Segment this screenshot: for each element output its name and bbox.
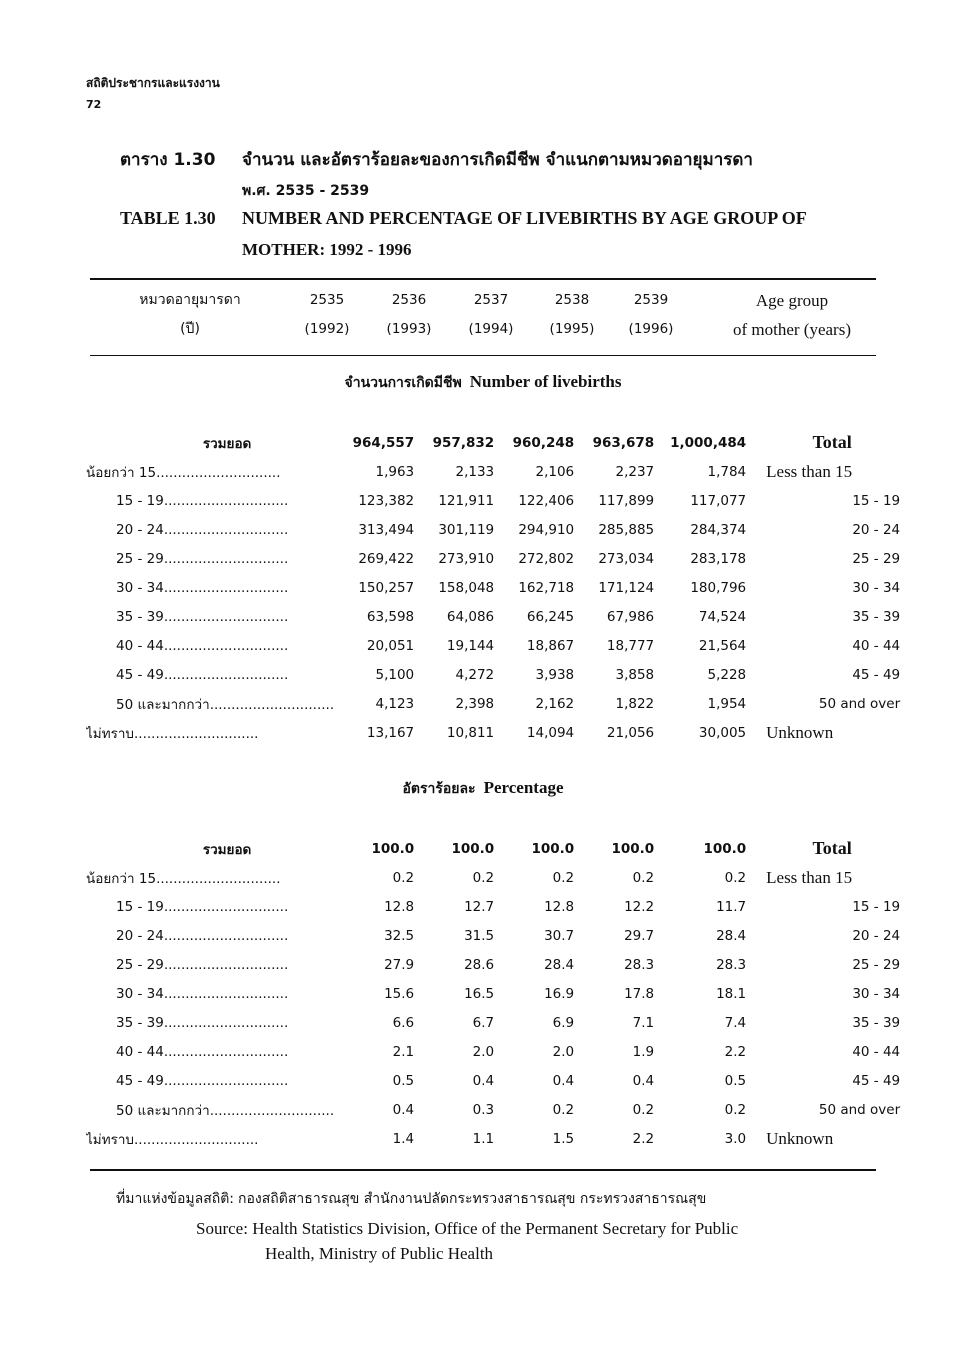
row-label-thai: 40 - 44............................. — [116, 1043, 289, 1060]
cell-value: 1.4 — [392, 1130, 415, 1147]
leader-dots: ............................. — [156, 464, 281, 481]
table-row — [86, 979, 918, 1008]
cell-value: 0.5 — [392, 1072, 415, 1089]
cell-value: 171,124 — [598, 579, 655, 596]
cell-value: 11.7 — [716, 898, 747, 915]
cell-value: 2,162 — [535, 695, 575, 712]
section-heading-percent — [0, 778, 966, 800]
cell-value: 158,048 — [438, 579, 495, 596]
leader-dots: ............................. — [134, 725, 259, 742]
cell-value: 30,005 — [698, 724, 747, 741]
source-english — [196, 1214, 876, 1244]
cell-value: 5,228 — [707, 666, 747, 683]
row-label-english: 45 - 49 — [852, 666, 901, 683]
cell-value: 1,784 — [707, 463, 747, 480]
header-year-ce: (1994) — [468, 321, 514, 337]
cell-value: 3,938 — [535, 666, 575, 683]
header-english-column — [712, 286, 872, 344]
source-english-text: Health Statistics Division, Office of the Permanent Secretary for Public — [252, 1219, 739, 1238]
row-label-english: 50 and over — [818, 1101, 901, 1118]
cell-value: 1.1 — [472, 1130, 495, 1147]
cell-value: 20,051 — [366, 637, 415, 654]
cell-value: 21,056 — [606, 724, 655, 741]
cell-value: 4,272 — [455, 666, 495, 683]
cell-value: 12.2 — [624, 898, 655, 915]
cell-value: 16.5 — [464, 985, 495, 1002]
table-row — [86, 660, 918, 689]
row-label-english: 25 - 29 — [852, 550, 901, 567]
cell-value: 28.4 — [716, 927, 747, 944]
row-label-english: Unknown — [766, 1128, 834, 1148]
cell-value: 100.0 — [611, 840, 655, 857]
table-bottom-rule — [90, 1169, 876, 1171]
leader-dots: ............................. — [163, 550, 289, 567]
header-year-ce: (1995) — [549, 321, 595, 337]
source-thai — [116, 1184, 706, 1214]
row-label-english: 35 - 39 — [852, 608, 901, 625]
cell-value: 123,382 — [358, 492, 415, 509]
leader-dots: ............................. — [163, 521, 289, 538]
title-english-text: NUMBER AND PERCENTAGE OF LIVEBIRTHS BY AGE GROUP OF — [242, 208, 807, 228]
row-label-english: 40 - 44 — [852, 637, 901, 654]
leader-dots: ............................. — [156, 870, 281, 887]
source-english-line2: Health, Ministry of Public Health — [265, 1244, 494, 1263]
cell-value: 2,106 — [535, 463, 575, 480]
cell-value: 31.5 — [464, 927, 495, 944]
cell-value: 272,802 — [518, 550, 575, 567]
table-row — [86, 602, 918, 631]
table-row — [86, 515, 918, 544]
cell-value: 5,100 — [375, 666, 415, 683]
table-row — [86, 544, 918, 573]
cell-value: 28.3 — [624, 956, 655, 973]
leader-dots: ............................. — [209, 696, 335, 713]
cell-value: 66,245 — [526, 608, 575, 625]
cell-value: 0.4 — [552, 1072, 575, 1089]
row-label-english: 15 - 19 — [852, 492, 901, 509]
table-row — [86, 1124, 918, 1153]
row-label-thai: 20 - 24............................. — [116, 927, 289, 944]
cell-value: 6.9 — [552, 1014, 575, 1031]
cell-value: 117,899 — [598, 492, 655, 509]
cell-value: 273,910 — [438, 550, 495, 567]
leader-dots: ............................. — [163, 985, 289, 1002]
leader-dots: ............................. — [163, 579, 289, 596]
cell-value: 100.0 — [371, 840, 415, 857]
cell-value: 4,123 — [375, 695, 415, 712]
row-label-thai: รวมยอด — [202, 841, 252, 858]
cell-value: 17.8 — [624, 985, 655, 1002]
row-label-english: 40 - 44 — [852, 1043, 901, 1060]
row-label-thai: 30 - 34............................. — [116, 985, 289, 1002]
cell-value: 960,248 — [512, 434, 575, 451]
cell-value: 10,811 — [446, 724, 495, 741]
row-label-thai: น้อยกว่า 15............................. — [86, 870, 281, 887]
title-thai-label: ตาราง 1.30 — [120, 150, 216, 170]
header-year-ce: (1996) — [628, 321, 674, 337]
table-row — [86, 457, 918, 486]
cell-value: 29.7 — [624, 927, 655, 944]
row-label-thai: 50 และมากกว่า............................. — [116, 696, 335, 713]
cell-value: 2.0 — [472, 1043, 495, 1060]
cell-value: 0.4 — [472, 1072, 495, 1089]
leader-dots: ............................. — [163, 666, 289, 683]
cell-value: 0.2 — [724, 869, 747, 886]
row-label-english: 15 - 19 — [852, 898, 901, 915]
cell-value: 1,954 — [707, 695, 747, 712]
cell-value: 269,422 — [358, 550, 415, 567]
leader-dots: ............................. — [163, 927, 289, 944]
cell-value: 2.0 — [552, 1043, 575, 1060]
cell-value: 1,963 — [375, 463, 415, 480]
cell-value: 100.0 — [531, 840, 575, 857]
cell-value: 2,398 — [455, 695, 495, 712]
cell-value: 1.5 — [552, 1130, 575, 1147]
cell-value: 283,178 — [690, 550, 747, 567]
cell-value: 100.0 — [451, 840, 495, 857]
cell-value: 301,119 — [438, 521, 495, 538]
header-year-ce: (1993) — [386, 321, 432, 337]
row-label-thai: น้อยกว่า 15............................. — [86, 464, 281, 481]
cell-value: 6.7 — [472, 1014, 495, 1031]
section-heading-english: Number of livebirths — [469, 372, 622, 391]
cell-value: 0.3 — [472, 1101, 495, 1118]
title-english-line2: MOTHER: 1992 - 1996 — [242, 240, 412, 259]
header-thai-label: หมวดอายุมารดา — [139, 292, 241, 308]
table-row — [86, 1066, 918, 1095]
table-row — [86, 428, 918, 457]
header-year-be: 2537 — [473, 292, 509, 308]
header-year-2 — [374, 286, 444, 344]
leader-dots: ............................. — [163, 898, 289, 915]
table-row — [86, 863, 918, 892]
cell-value: 13,167 — [366, 724, 415, 741]
table-row — [86, 689, 918, 718]
cell-value: 122,406 — [518, 492, 575, 509]
table-row — [86, 950, 918, 979]
cell-value: 12.8 — [544, 898, 575, 915]
table-row — [86, 1095, 918, 1124]
row-label-thai: 45 - 49............................. — [116, 1072, 289, 1089]
cell-value: 0.2 — [552, 1101, 575, 1118]
section-heading-english: Percentage — [483, 778, 564, 797]
row-label-thai: 25 - 29............................. — [116, 550, 289, 567]
leader-dots: ............................. — [163, 1014, 289, 1031]
cell-value: 28.3 — [716, 956, 747, 973]
source-thai-label: ที่มาแห่งข้อมูลสถิติ: — [116, 1191, 235, 1207]
cell-value: 28.4 — [544, 956, 575, 973]
cell-value: 284,374 — [690, 521, 747, 538]
cell-value: 15.6 — [384, 985, 415, 1002]
table-top-rule — [90, 278, 876, 280]
title-thai-text: จำนวน และอัตราร้อยละของการเกิดมีชีพ จำแนกตามหมวดอายุมารดา — [242, 150, 753, 170]
header-year-be: 2538 — [554, 292, 590, 308]
leader-dots: ............................. — [163, 956, 289, 973]
row-label-thai: ไม่ทราบ............................. — [86, 725, 259, 742]
row-label-thai: 50 และมากกว่า............................. — [116, 1102, 335, 1119]
cell-value: 30.7 — [544, 927, 575, 944]
row-label-english: Total — [812, 838, 852, 858]
cell-value: 2.1 — [392, 1043, 415, 1060]
row-label-english: 30 - 34 — [852, 579, 901, 596]
cell-value: 3.0 — [724, 1130, 747, 1147]
header-year-be: 2535 — [309, 292, 345, 308]
cell-value: 963,678 — [592, 434, 655, 451]
table-row — [86, 1008, 918, 1037]
row-label-english: 20 - 24 — [852, 927, 901, 944]
leader-dots: ............................. — [163, 1072, 289, 1089]
row-label-thai: 40 - 44............................. — [116, 637, 289, 654]
cell-value: 7.4 — [724, 1014, 747, 1031]
cell-value: 150,257 — [358, 579, 415, 596]
row-label-thai: 15 - 19............................. — [116, 898, 289, 915]
row-label-thai: รวมยอด — [202, 435, 252, 452]
cell-value: 27.9 — [384, 956, 415, 973]
cell-value: 12.8 — [384, 898, 415, 915]
row-label-english: 35 - 39 — [852, 1014, 901, 1031]
cell-value: 0.5 — [724, 1072, 747, 1089]
row-label-english: 25 - 29 — [852, 956, 901, 973]
table-row — [86, 921, 918, 950]
source-thai-text: กองสถิติสาธารณสุข สำนักงานปลัดกระทรวงสาธารณสุข กระทรวงสาธารณสุข — [238, 1191, 707, 1207]
cell-value: 6.6 — [392, 1014, 415, 1031]
title-english-label: TABLE 1.30 — [120, 208, 216, 228]
cell-value: 7.1 — [632, 1014, 655, 1031]
row-label-english: Less than 15 — [766, 867, 853, 887]
row-label-english: 30 - 34 — [852, 985, 901, 1002]
cell-value: 18.1 — [716, 985, 747, 1002]
title-english — [120, 208, 880, 229]
cell-value: 957,832 — [432, 434, 495, 451]
cell-value: 64,086 — [446, 608, 495, 625]
counts-table — [86, 428, 918, 747]
cell-value: 117,077 — [690, 492, 747, 509]
cell-value: 32.5 — [384, 927, 415, 944]
table-row — [86, 892, 918, 921]
source-english-label: Source: — [196, 1219, 248, 1238]
header-english-label2: of mother (years) — [732, 320, 851, 339]
row-label-thai: 35 - 39............................. — [116, 608, 289, 625]
header-year-1 — [292, 286, 362, 344]
section-heading-thai: จำนวนการเกิดมีชีพ — [344, 375, 462, 391]
header-thai-unit: (ปี) — [180, 321, 200, 337]
cell-value: 162,718 — [518, 579, 575, 596]
cell-value: 63,598 — [366, 608, 415, 625]
row-label-english: 50 and over — [818, 695, 901, 712]
header-year-5 — [616, 286, 686, 344]
cell-value: 2.2 — [632, 1130, 655, 1147]
row-label-thai: 15 - 19............................. — [116, 492, 289, 509]
running-header: สถิติประชากรและแรงงาน — [86, 76, 220, 90]
leader-dots: ............................. — [163, 1043, 289, 1060]
percent-table — [86, 834, 918, 1153]
section-heading-counts — [0, 372, 966, 394]
cell-value: 18,867 — [526, 637, 575, 654]
cell-value: 964,557 — [352, 434, 415, 451]
cell-value: 0.2 — [724, 1101, 747, 1118]
cell-value: 0.2 — [632, 869, 655, 886]
leader-dots: ............................. — [163, 492, 289, 509]
section-heading-thai: อัตราร้อยละ — [402, 781, 476, 797]
cell-value: 67,986 — [606, 608, 655, 625]
header-year-4 — [537, 286, 607, 344]
header-year-be: 2536 — [391, 292, 427, 308]
cell-value: 1,000,484 — [670, 434, 747, 451]
cell-value: 294,910 — [518, 521, 575, 538]
header-year-ce: (1992) — [304, 321, 350, 337]
cell-value: 3,858 — [615, 666, 655, 683]
cell-value: 0.4 — [392, 1101, 415, 1118]
cell-value: 100.0 — [703, 840, 747, 857]
cell-value: 12.7 — [464, 898, 495, 915]
row-label-thai: 25 - 29............................. — [116, 956, 289, 973]
title-thai — [120, 146, 753, 173]
cell-value: 285,885 — [598, 521, 655, 538]
cell-value: 1.9 — [632, 1043, 655, 1060]
cell-value: 14,094 — [526, 724, 575, 741]
title-thai-line2: พ.ศ. 2535 - 2539 — [242, 183, 370, 199]
table-row — [86, 573, 918, 602]
cell-value: 19,144 — [446, 637, 495, 654]
cell-value: 16.9 — [544, 985, 575, 1002]
header-year-3 — [456, 286, 526, 344]
cell-value: 180,796 — [690, 579, 747, 596]
cell-value: 2.2 — [724, 1043, 747, 1060]
cell-value: 28.6 — [464, 956, 495, 973]
header-thai-column — [110, 286, 270, 344]
cell-value: 74,524 — [698, 608, 747, 625]
leader-dots: ............................. — [134, 1131, 259, 1148]
row-label-thai: 20 - 24............................. — [116, 521, 289, 538]
leader-dots: ............................. — [209, 1102, 335, 1119]
cell-value: 21,564 — [698, 637, 747, 654]
header-bottom-rule — [90, 355, 876, 356]
row-label-thai: 35 - 39............................. — [116, 1014, 289, 1031]
table-row — [86, 486, 918, 515]
cell-value: 273,034 — [598, 550, 655, 567]
cell-value: 121,911 — [438, 492, 495, 509]
table-row — [86, 1037, 918, 1066]
row-label-english: Total — [812, 432, 852, 452]
row-label-thai: 30 - 34............................. — [116, 579, 289, 596]
table-row — [86, 834, 918, 863]
cell-value: 2,133 — [455, 463, 495, 480]
cell-value: 313,494 — [358, 521, 415, 538]
row-label-english: 45 - 49 — [852, 1072, 901, 1089]
row-label-english: Unknown — [766, 722, 834, 742]
cell-value: 0.2 — [632, 1101, 655, 1118]
cell-value: 1,822 — [615, 695, 655, 712]
leader-dots: ............................. — [163, 608, 289, 625]
page-number: 72 — [86, 98, 102, 111]
cell-value: 0.2 — [552, 869, 575, 886]
table-row — [86, 718, 918, 747]
row-label-thai: ไม่ทราบ............................. — [86, 1131, 259, 1148]
row-label-thai: 45 - 49............................. — [116, 666, 289, 683]
leader-dots: ............................. — [163, 637, 289, 654]
cell-value: 18,777 — [606, 637, 655, 654]
cell-value: 2,237 — [615, 463, 655, 480]
header-english-label: Age group — [755, 291, 829, 310]
cell-value: 0.2 — [472, 869, 495, 886]
cell-value: 0.2 — [392, 869, 415, 886]
row-label-english: Less than 15 — [766, 461, 853, 481]
table-row — [86, 631, 918, 660]
cell-value: 0.4 — [632, 1072, 655, 1089]
row-label-english: 20 - 24 — [852, 521, 901, 538]
header-year-be: 2539 — [633, 292, 669, 308]
